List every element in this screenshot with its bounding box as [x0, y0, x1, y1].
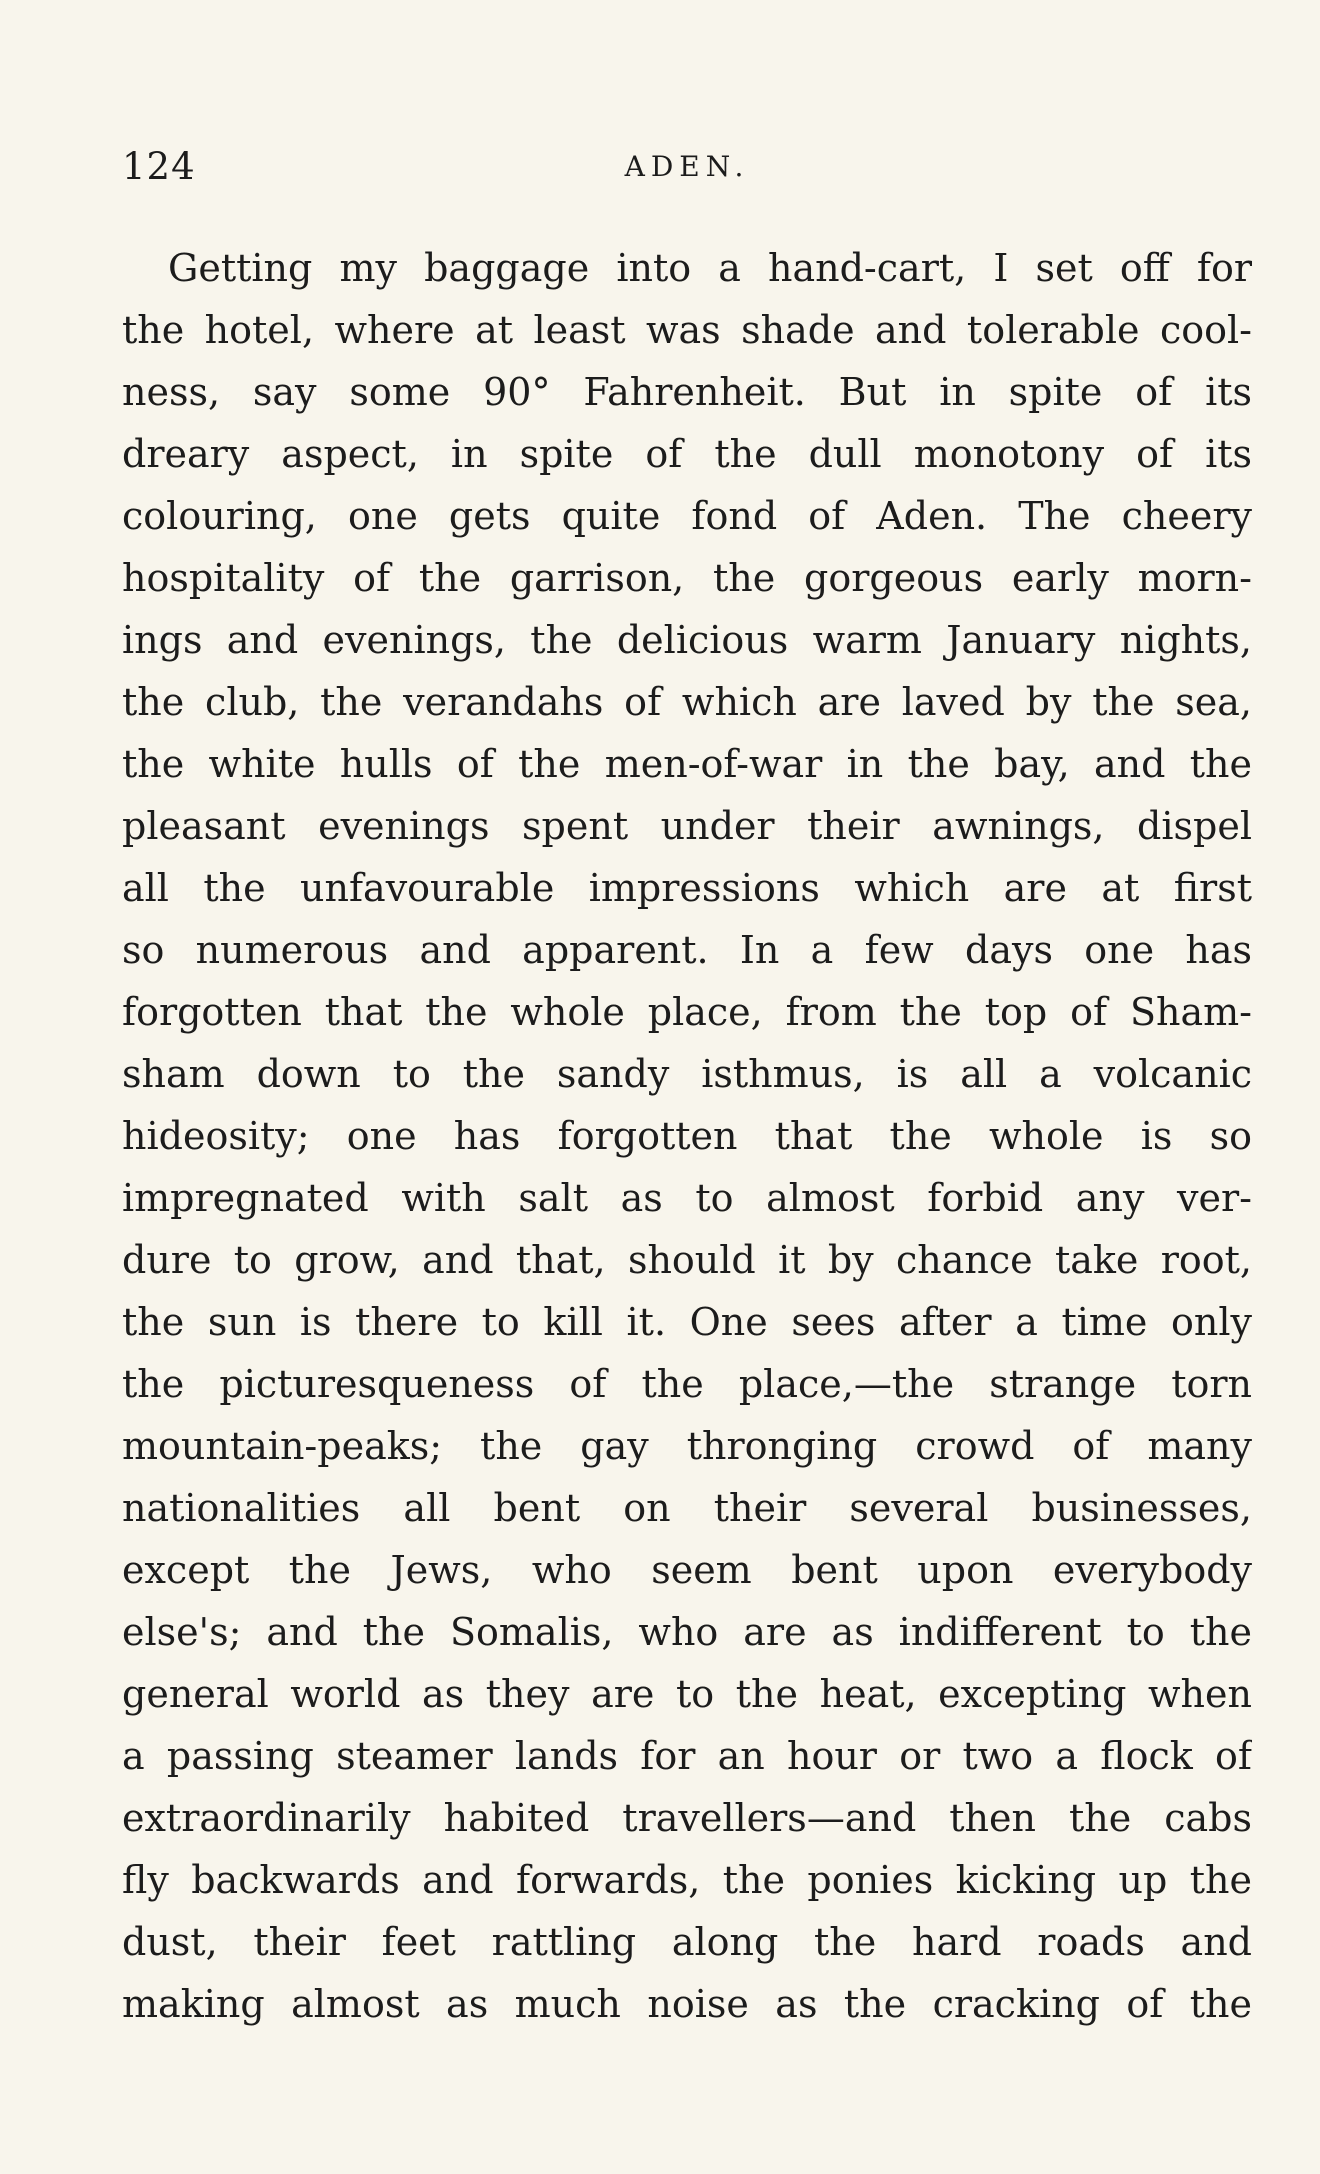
running-header — [122, 142, 1252, 192]
text-line: nationalities all bent on their several businesses, — [122, 1486, 1252, 1530]
text-line: the sun is there to kill it. One sees after a time only — [122, 1300, 1252, 1344]
text-line: fly backwards and forwards, the ponies kicking up the — [122, 1858, 1252, 1902]
text-line: extraordinarily habited travellers—and then the cabs — [122, 1796, 1252, 1840]
text-line: the picturesqueness of the place,—the strange torn — [122, 1362, 1252, 1406]
text-line: impregnated with salt as to almost forbid any ver- — [122, 1176, 1252, 1220]
text-line: pleasant evenings spent under their awnings, dispel — [122, 804, 1252, 848]
text-line: ness, say some 90° Fahrenheit. But in spite of its — [122, 370, 1252, 414]
text-line: hideosity; one has forgotten that the whole is so — [122, 1114, 1252, 1158]
text-line: dure to grow, and that, should it by chance take root, — [122, 1238, 1252, 1282]
text-line: hospitality of the garrison, the gorgeous early morn- — [122, 556, 1252, 600]
text-line: so numerous and apparent. In a few days one has — [122, 928, 1252, 972]
running-title: ADEN. — [624, 150, 750, 183]
text-line: the club, the verandahs of which are laved by the sea, — [122, 680, 1252, 724]
text-line: Getting my baggage into a hand-cart, I set off for — [168, 246, 1252, 290]
text-line: dust, their feet rattling along the hard roads and — [122, 1920, 1252, 1964]
text-line: ings and evenings, the delicious warm January nights, — [122, 618, 1252, 662]
text-line: except the Jews, who seem bent upon everybody — [122, 1548, 1252, 1592]
text-line: mountain-peaks; the gay thronging crowd of many — [122, 1424, 1252, 1468]
text-line: all the unfavourable impressions which are at first — [122, 866, 1252, 910]
text-line: making almost as much noise as the cracking of the — [122, 1982, 1252, 2026]
text-line: colouring, one gets quite fond of Aden. The cheery — [122, 494, 1252, 538]
text-line: the white hulls of the men-of-war in the bay, and the — [122, 742, 1252, 786]
text-line: general world as they are to the heat, excepting when — [122, 1672, 1252, 1716]
text-line: forgotten that the whole place, from the top of Sham- — [122, 990, 1252, 1034]
text-line: a passing steamer lands for an hour or two a flock of — [122, 1734, 1252, 1778]
text-line: sham down to the sandy isthmus, is all a volcanic — [122, 1052, 1252, 1096]
page-number: 124 — [122, 145, 196, 188]
text-line: the hotel, where at least was shade and tolerable cool- — [122, 308, 1252, 352]
text-line: else's; and the Somalis, who are as indifferent to the — [122, 1610, 1252, 1654]
text-line: dreary aspect, in spite of the dull monotony of its — [122, 432, 1252, 476]
body-paragraph — [122, 237, 1252, 2035]
